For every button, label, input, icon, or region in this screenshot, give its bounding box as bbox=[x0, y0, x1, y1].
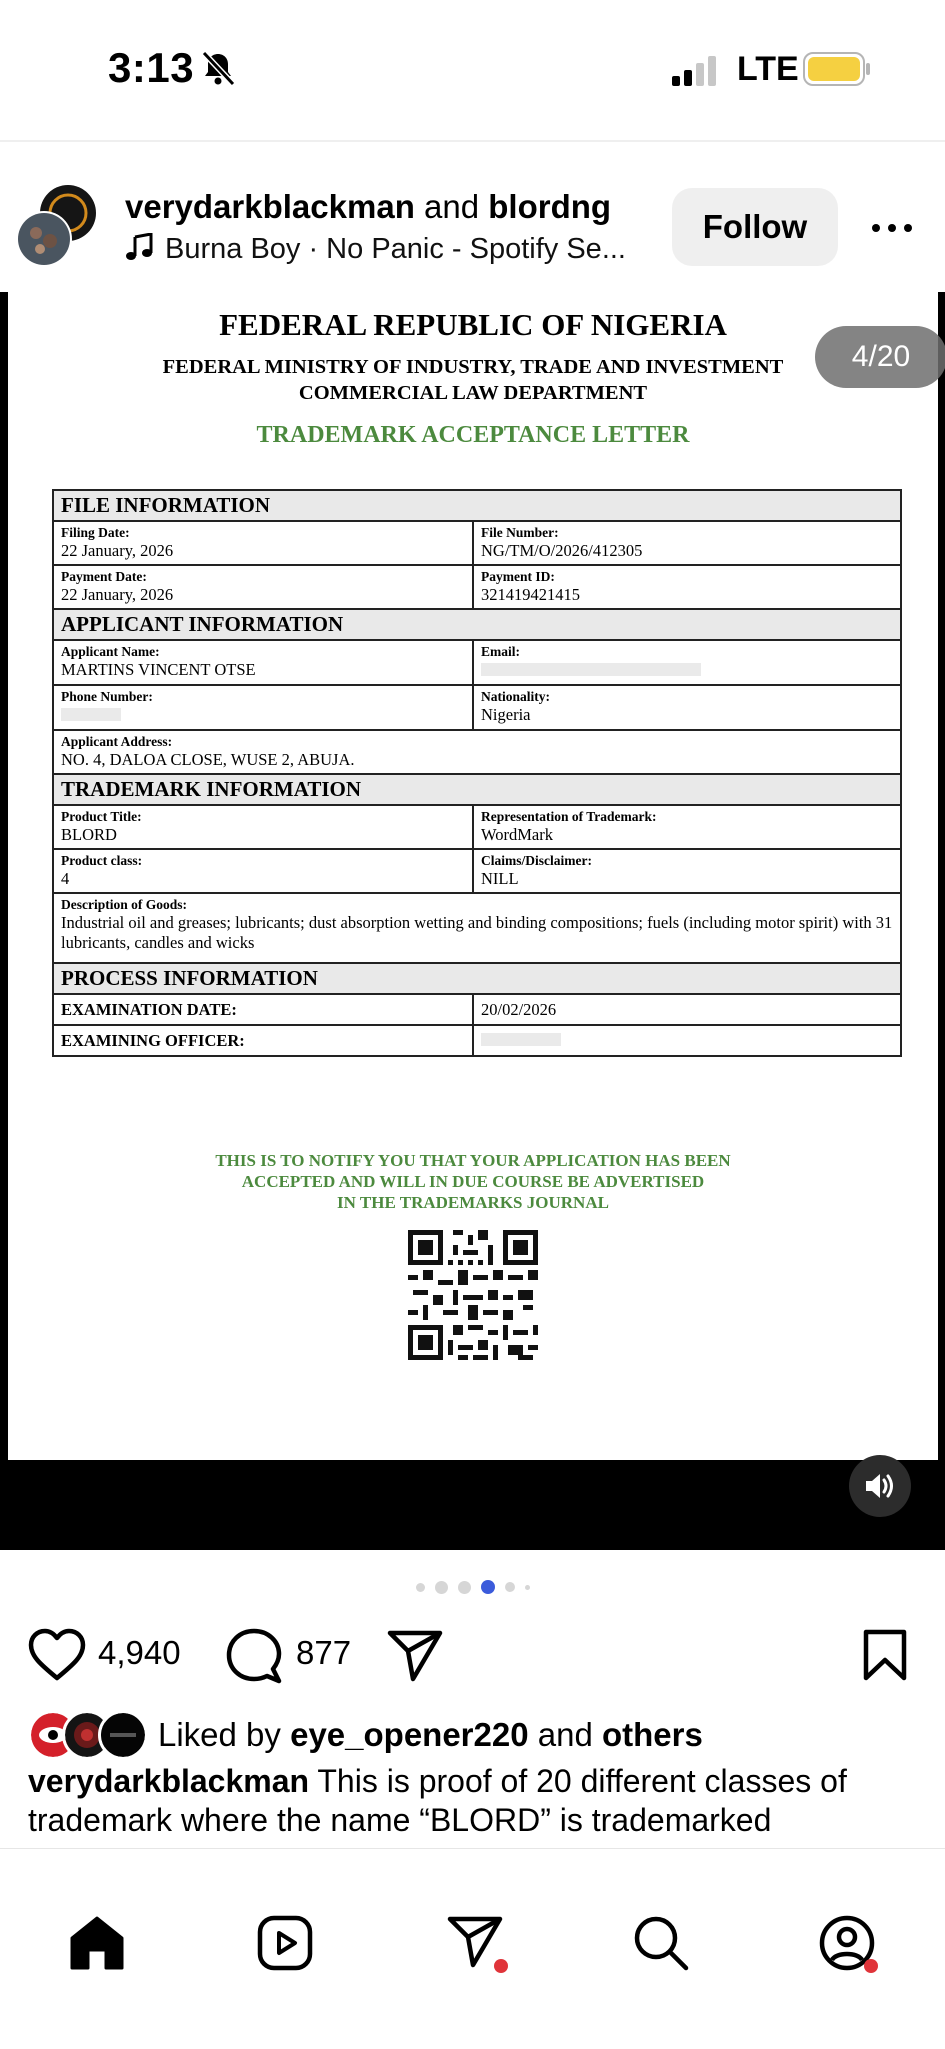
profile-notification-dot bbox=[864, 1959, 878, 1973]
file-number-label: File Number: bbox=[481, 525, 559, 540]
payment-date-label: Payment Date: bbox=[61, 569, 147, 584]
status-bar bbox=[0, 0, 945, 140]
product-title-label: Product Title: bbox=[61, 809, 142, 824]
caption-author[interactable]: verydarkblackman bbox=[28, 1763, 310, 1799]
bookmark-icon[interactable] bbox=[862, 1628, 908, 1682]
section-applicant-information: APPLICANT INFORMATION bbox=[53, 609, 901, 640]
music-note-icon bbox=[125, 233, 153, 261]
doc-form-table bbox=[52, 489, 902, 1057]
liked-by[interactable] bbox=[28, 1710, 928, 1760]
comment-icon[interactable] bbox=[226, 1628, 282, 1684]
carousel-dot bbox=[458, 1581, 471, 1594]
author-joiner: and bbox=[414, 188, 489, 225]
carousel-dot bbox=[416, 1583, 425, 1592]
carousel-dot-active bbox=[481, 1580, 495, 1594]
phone-label: Phone Number: bbox=[61, 689, 153, 704]
examination-date-label: EXAMINATION DATE: bbox=[53, 994, 473, 1025]
payment-date-value: 22 January, 2026 bbox=[61, 585, 174, 604]
email-cell bbox=[473, 640, 901, 685]
section-process-information: PROCESS INFORMATION bbox=[53, 963, 901, 994]
follow-button[interactable]: Follow bbox=[672, 188, 838, 266]
notice-line-3: IN THE TRADEMARKS JOURNAL bbox=[337, 1193, 609, 1212]
bell-slash-icon bbox=[198, 48, 238, 88]
network-type: LTE bbox=[737, 50, 799, 88]
product-title-value: BLORD bbox=[61, 825, 117, 844]
music-attribution[interactable] bbox=[125, 233, 645, 266]
nationality-value: Nigeria bbox=[481, 705, 531, 724]
bottom-navigation bbox=[0, 1848, 945, 2049]
examining-officer-value bbox=[473, 1025, 901, 1056]
representation-value: WordMark bbox=[481, 825, 553, 844]
carousel-counter: 4/20 bbox=[815, 326, 945, 388]
search-icon[interactable] bbox=[632, 1914, 690, 1972]
address-label: Applicant Address: bbox=[61, 734, 173, 749]
liker-avatar bbox=[98, 1710, 148, 1760]
redacted-email bbox=[481, 663, 701, 676]
carousel-dot bbox=[505, 1582, 515, 1592]
mute-toggle[interactable] bbox=[849, 1455, 911, 1517]
liked-prefix: Liked by bbox=[158, 1716, 291, 1753]
claims-label: Claims/Disclaimer: bbox=[481, 853, 592, 868]
product-class-cell bbox=[53, 849, 473, 893]
description-label: Description of Goods: bbox=[61, 897, 187, 912]
examining-officer-label: EXAMINING OFFICER: bbox=[53, 1025, 473, 1056]
doc-letter-type: TRADEMARK ACCEPTANCE LETTER bbox=[256, 422, 690, 448]
payment-id-cell bbox=[473, 565, 901, 609]
doc-title: FEDERAL REPUBLIC OF NIGERIA bbox=[219, 307, 727, 342]
applicant-name-cell bbox=[53, 640, 473, 685]
doc-ministry: FEDERAL MINISTRY OF INDUSTRY, TRADE AND INVESTMENT bbox=[162, 356, 784, 378]
section-file-information: FILE INFORMATION bbox=[53, 490, 901, 521]
section-trademark-information: TRADEMARK INFORMATION bbox=[53, 774, 901, 805]
like-count[interactable]: 4,940 bbox=[98, 1634, 181, 1671]
signal-icon bbox=[672, 56, 722, 86]
representation-label: Representation of Trademark: bbox=[481, 809, 657, 824]
liked-middle: and bbox=[528, 1716, 602, 1753]
post-actions bbox=[0, 1620, 945, 1690]
author-avatars[interactable] bbox=[14, 185, 96, 267]
filing-date-cell bbox=[53, 521, 473, 565]
file-number-cell bbox=[473, 521, 901, 565]
liked-others[interactable]: others bbox=[602, 1716, 703, 1753]
product-title-cell bbox=[53, 805, 473, 849]
notice-line-1: THIS IS TO NOTIFY YOU THAT YOUR APPLICATION HAS BEEN bbox=[215, 1151, 731, 1170]
email-label: Email: bbox=[481, 644, 520, 659]
redacted-phone bbox=[61, 708, 121, 721]
messages-unread-dot bbox=[494, 1959, 508, 1973]
payment-id-value: 321419421415 bbox=[481, 585, 580, 604]
status-time: 3:13 bbox=[108, 44, 195, 91]
avatar bbox=[14, 185, 96, 267]
carousel-dot bbox=[525, 1585, 530, 1590]
post-caption bbox=[28, 1762, 918, 1840]
music-label: Burna Boy · No Panic - Spotify Se... bbox=[165, 233, 626, 265]
address-value: NO. 4, DALOA CLOSE, WUSE 2, ABUJA. bbox=[61, 750, 355, 769]
author-primary[interactable]: verydarkblackman bbox=[125, 188, 415, 225]
product-class-label: Product class: bbox=[61, 853, 143, 868]
claims-cell bbox=[473, 849, 901, 893]
representation-cell bbox=[473, 805, 901, 849]
reels-icon[interactable] bbox=[256, 1914, 314, 1972]
doc-department: COMMERCIAL LAW DEPARTMENT bbox=[298, 382, 648, 404]
acceptance-notice bbox=[8, 1150, 938, 1213]
liked-by-text bbox=[158, 1716, 703, 1754]
liked-user[interactable]: eye_opener220 bbox=[290, 1716, 529, 1753]
applicant-name-label: Applicant Name: bbox=[61, 644, 160, 659]
qr-code bbox=[408, 1230, 538, 1360]
claims-value: NILL bbox=[481, 869, 519, 888]
address-cell bbox=[53, 730, 901, 774]
filing-date-value: 22 January, 2026 bbox=[61, 541, 174, 560]
notice-line-2: ACCEPTED AND WILL IN DUE COURSE BE ADVERTISED bbox=[241, 1172, 705, 1191]
product-class-value: 4 bbox=[61, 869, 70, 888]
nationality-cell bbox=[473, 685, 901, 730]
heart-icon[interactable] bbox=[28, 1628, 86, 1682]
filing-date-label: Filing Date: bbox=[61, 525, 130, 540]
payment-id-label: Payment ID: bbox=[481, 569, 555, 584]
speaker-icon bbox=[849, 1455, 911, 1517]
payment-date-cell bbox=[53, 565, 473, 609]
post-media[interactable] bbox=[0, 292, 945, 1550]
post-authors[interactable] bbox=[125, 188, 611, 226]
carousel-dot bbox=[435, 1581, 448, 1594]
trademark-document bbox=[8, 292, 938, 1460]
phone-cell bbox=[53, 685, 473, 730]
more-icon[interactable] bbox=[870, 210, 914, 246]
applicant-name-value: MARTINS VINCENT OTSE bbox=[61, 660, 256, 679]
examination-date-value: 20/02/2026 bbox=[473, 994, 901, 1025]
carousel-dots bbox=[0, 1580, 945, 1594]
home-icon[interactable] bbox=[68, 1914, 126, 1972]
description-value: Industrial oil and greases; lubricants; dust absorption wetting and binding compositions; fuels (including motor spirit) with 31 lubricants, candles and wicks bbox=[61, 913, 893, 952]
file-number-value: NG/TM/O/2026/412305 bbox=[481, 541, 643, 560]
redacted-officer bbox=[481, 1033, 561, 1046]
battery-icon bbox=[803, 52, 871, 86]
description-cell bbox=[53, 893, 901, 963]
author-secondary[interactable]: blordng bbox=[488, 188, 612, 225]
share-icon[interactable] bbox=[386, 1628, 444, 1684]
caption-text: This is proof of 20 different classes of trademark where the name “BLORD” is trademarked bbox=[28, 1763, 847, 1838]
comment-count[interactable]: 877 bbox=[296, 1634, 352, 1671]
status-divider bbox=[0, 140, 945, 142]
nationality-label: Nationality: bbox=[481, 689, 550, 704]
